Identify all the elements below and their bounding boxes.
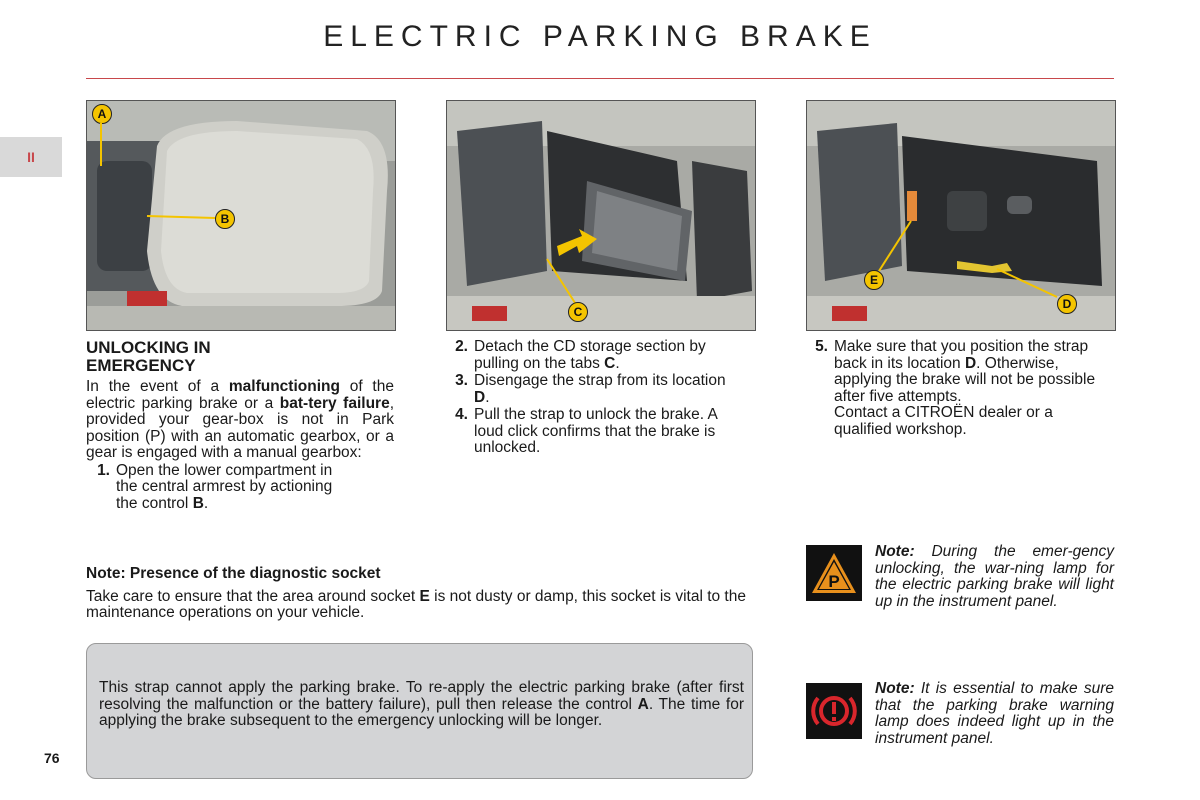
column-steps-2-4 — [446, 339, 754, 457]
column-unlocking — [86, 339, 394, 512]
side-note-verify-lamp: Note: It is essential to make sure that the parking brake warning lamp does indeed light up in the instrument panel. — [875, 680, 1114, 747]
step-1: 1. Open the lower compartment in the central armrest by actioning the control B. — [97, 461, 333, 512]
page-number: 76 — [44, 750, 60, 766]
intro-paragraph: In the event of a malfunctioning of the electric parking brake or a bat-tery failure, provided your gear-box is not in Park position (P) with an automatic gearbox, or a gear is engaged with a manual gearbox: — [86, 378, 395, 461]
side-note-warning-lamp: Note: During the emer-gency unlocking, the war-ning lamp for the electric parking brake will light up in the instrument panel. — [875, 543, 1114, 610]
callout-c: C — [568, 302, 588, 322]
chapter-tab: II — [0, 137, 62, 177]
header-rule — [86, 78, 1114, 79]
diagnostic-note-heading: Note: Presence of the diagnostic socket — [86, 565, 381, 582]
step-2: 2. Detach the CD storage section by pulling on the tabs C. — [455, 338, 706, 372]
photo-strap — [806, 100, 1116, 331]
parking-brake-fault-icon — [806, 545, 862, 601]
step-5: 5. Make sure that you position the strap back in its location D. Otherwise, applying the brake will not be possible after five attempts. — [815, 338, 1096, 405]
page-title: ELECTRIC PARKING BRAKE — [323, 20, 877, 53]
callout-lines-2 — [447, 101, 755, 330]
photo-armrest — [86, 100, 396, 331]
diagnostic-note-text: Take care to ensure that the area around socket E is not dusty or damp, this socket is vital to the maintenance operations on your vehicle. — [86, 587, 746, 621]
svg-text:P: P — [828, 572, 840, 591]
callout-b: B — [215, 209, 235, 229]
section-heading: UNLOCKING IN EMERGENCY — [86, 338, 211, 375]
column-step-5 — [806, 339, 1114, 438]
photo-cd-storage — [446, 100, 756, 331]
strap-note-text: This strap cannot apply the parking brake. To re-apply the electric parking brake (after first resolving the malfunction or the battery failure), pull then release the control A. The time for applying the brake subsequent to the emergency unlocking will be longer. — [99, 679, 744, 729]
diagnostic-note — [86, 566, 758, 622]
callout-d: D — [1057, 294, 1077, 314]
callout-e: E — [864, 270, 884, 290]
contact-note: Contact a CITROËN dealer or a qualified workshop. — [834, 404, 1053, 438]
strap-note-box — [86, 643, 753, 779]
parking-brake-warning-icon — [806, 683, 862, 739]
callout-lines-1 — [87, 101, 395, 330]
callout-a: A — [92, 104, 112, 124]
step-4: 4. Pull the strap to unlock the brake. A loud click confirms that the brake is unlocked. — [455, 406, 717, 456]
step-3: 3. Disengage the strap from its location D. — [455, 372, 726, 406]
